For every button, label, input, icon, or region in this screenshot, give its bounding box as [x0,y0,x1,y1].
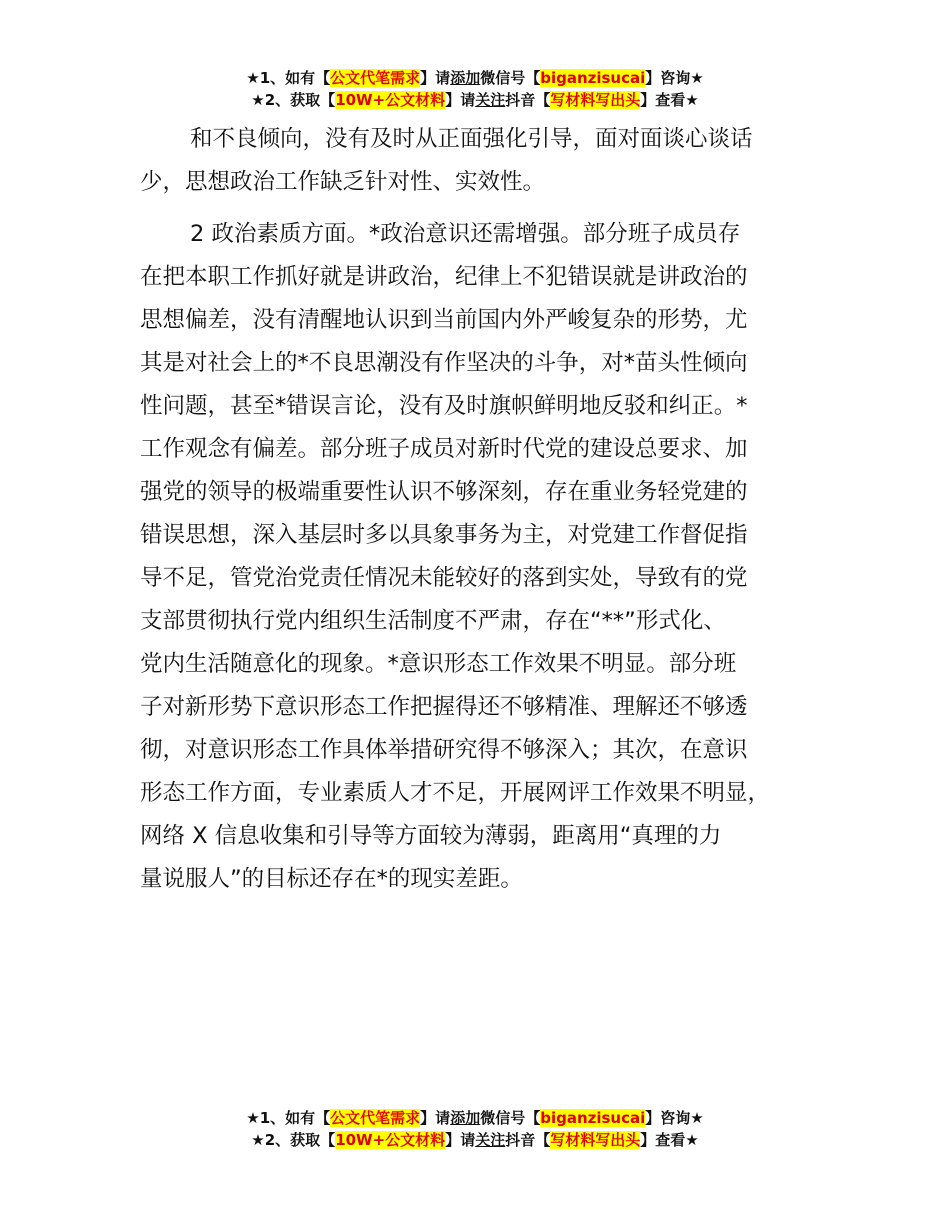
banner-line-2 [0,1129,950,1151]
banner-text: 】请 [420,69,451,87]
body-line: 少，思想政治工作缺乏针对性、实效性。 [140,169,546,195]
body-line: 工作观念有偏差。部分班子成员对新时代党的建设总要求、加 [140,436,748,462]
body-line: 党内生活随意化的现象。*意识形态工作效果不明显。部分班 [140,651,737,677]
banner-text: 】请 [445,1131,476,1149]
banner-highlight: 10W+公文材料 [335,91,446,109]
banner-emphasis: 添加 [450,1109,481,1127]
body-line: 其是对社会上的*不良思潮没有作坚决的斗争，对*苗头性倾向 [140,350,748,376]
banner-text: 】查看★ [640,91,699,109]
banner-line-1 [0,67,950,89]
banner-text: 微信号【 [480,1109,541,1127]
banner-highlight: biganzisucai [540,69,646,87]
header-banner [0,67,950,111]
body-line: 网络 X 信息收集和引导等方面较为薄弱，距离用“真理的力 [140,823,722,849]
banner-text: 抖音【 [505,1131,551,1149]
body-line: 支部贯彻执行党内组织生活制度不严肃，存在“**”形式化、 [140,608,726,634]
banner-text: ★1、如有【 [246,69,331,87]
body-line: 子对新形势下意识形态工作把握得还不够精准、理解还不够透 [140,694,748,720]
banner-emphasis: 添加 [450,69,481,87]
body-line: 错误思想，深入基层时多以具象事务为主，对党建工作督促指 [140,522,748,548]
banner-text: 】请 [420,1109,451,1127]
paragraph-1 [140,118,840,204]
footer-banner [0,1107,950,1151]
banner-highlight: 写材料写出头 [550,91,641,109]
document-body [140,118,840,901]
banner-line-2 [0,89,950,111]
body-line: 强党的领导的极端重要性认识不够深刻，存在重业务轻党建的 [140,479,748,505]
body-line: 彻，对意识形态工作具体举措研究得不够深入；其次，在意识 [140,737,748,763]
paragraph-2 [140,213,840,901]
banner-text: 抖音【 [505,91,551,109]
body-line: 性问题，甚至*错误言论，没有及时旗帜鲜明地反驳和纠正。* [140,393,748,419]
banner-text: 】咨询★ [645,1109,704,1127]
body-line: 形态工作方面，专业素质人才不足，开展网评工作效果不明显， [140,780,771,806]
banner-emphasis: 关注 [475,91,506,109]
body-line: 导不足，管党治党责任情况未能较好的落到实处，导致有的党 [140,565,748,591]
banner-highlight: 10W+公文材料 [335,1131,446,1149]
banner-text: ★2、获取【 [251,1131,336,1149]
banner-highlight: 公文代笔需求 [330,1109,421,1127]
body-line: 和不良倾向，没有及时从正面强化引导，面对面谈心谈话 [190,126,753,152]
banner-text: ★2、获取【 [251,91,336,109]
body-line: 思想偏差，没有清醒地认识到当前国内外严峻复杂的形势，尤 [140,307,748,333]
banner-highlight: 写材料写出头 [550,1131,641,1149]
banner-highlight: 公文代笔需求 [330,69,421,87]
banner-text: 】请 [445,91,476,109]
banner-text: 】咨询★ [645,69,704,87]
banner-line-1 [0,1107,950,1129]
body-line: 2 政治素质方面。*政治意识还需增强。部分班子成员存 [190,221,741,247]
banner-text: ★1、如有【 [246,1109,331,1127]
banner-text: 】查看★ [640,1131,699,1149]
banner-highlight: biganzisucai [540,1109,646,1127]
body-line: 量说服人”的目标还存在*的现实差距。 [140,866,523,892]
banner-emphasis: 关注 [475,1131,506,1149]
body-line: 在把本职工作抓好就是讲政治，纪律上不犯错误就是讲政治的 [140,264,748,290]
banner-text: 微信号【 [480,69,541,87]
